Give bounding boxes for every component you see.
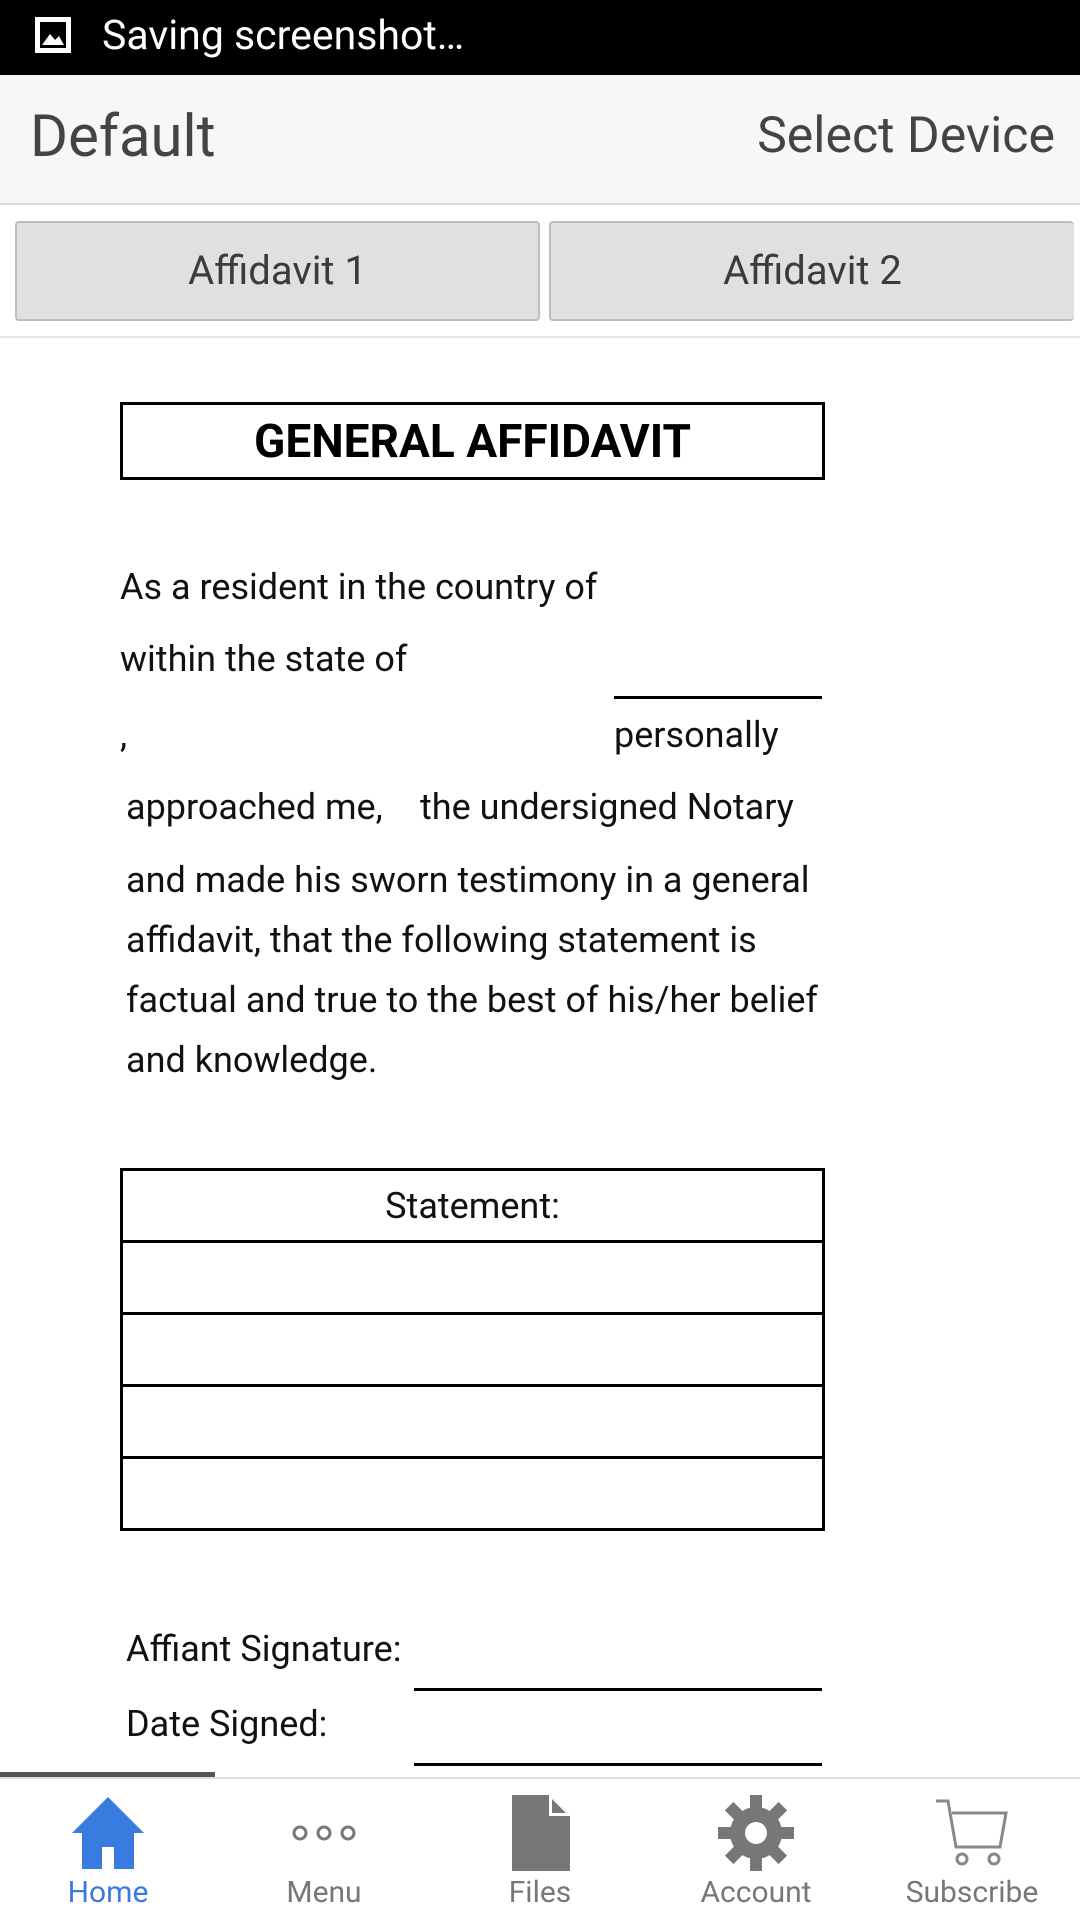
country-line: As a resident in the country of	[120, 566, 598, 608]
nav-home-label: Home	[67, 1875, 149, 1910]
state-blank-underline	[614, 696, 822, 699]
state-line: within the state of	[120, 638, 408, 680]
statement-row[interactable]	[122, 1386, 824, 1458]
statement-row[interactable]	[122, 1458, 824, 1530]
tab-affidavit-1[interactable]: Affidavit 1	[15, 221, 540, 321]
nav-files-label: Files	[508, 1875, 572, 1910]
home-icon	[66, 1791, 150, 1875]
app-title: Default	[30, 103, 216, 171]
nav-files[interactable]	[432, 1779, 648, 1922]
affiant-signature-label: Affiant Signature:	[126, 1628, 402, 1670]
nav-home[interactable]	[0, 1779, 216, 1922]
bottom-nav	[0, 1777, 1080, 1922]
date-signed-line[interactable]	[414, 1763, 822, 1766]
undersigned-notary-text: the undersigned Notary	[420, 786, 794, 828]
nav-subscribe[interactable]	[864, 1779, 1080, 1922]
approached-text: approached me,	[126, 786, 383, 828]
statement-row[interactable]	[122, 1242, 824, 1314]
nav-menu[interactable]	[216, 1779, 432, 1922]
gear-icon	[714, 1791, 798, 1875]
dots-icon	[282, 1791, 366, 1875]
status-bar	[0, 0, 1080, 75]
app-bar	[0, 75, 1080, 205]
file-icon	[498, 1791, 582, 1875]
nav-subscribe-label: Subscribe	[905, 1875, 1039, 1910]
comma-text: ,	[120, 714, 128, 756]
statement-table	[120, 1168, 825, 1531]
affidavit-document	[0, 338, 1080, 1776]
testimony-paragraph: and made his sworn testimony in a general affidavit, that the following statement is factual and true to the best of his/her belief and knowledge.	[126, 859, 818, 1081]
nav-menu-label: Menu	[286, 1875, 362, 1910]
document-title: GENERAL AFFIDAVIT	[120, 402, 825, 480]
personally-text: personally	[614, 714, 779, 756]
statement-header: Statement:	[122, 1170, 824, 1242]
image-icon	[33, 15, 73, 55]
statement-row[interactable]	[122, 1314, 824, 1386]
select-device-button[interactable]: Select Device	[757, 107, 1055, 165]
nav-account[interactable]	[648, 1779, 864, 1922]
cart-icon	[930, 1791, 1014, 1875]
notification-text: Saving screenshot…	[102, 12, 465, 60]
affiant-signature-line[interactable]	[414, 1688, 822, 1691]
nav-account-label: Account	[700, 1875, 812, 1910]
date-signed-label: Date Signed:	[126, 1703, 328, 1745]
affidavit-tabs	[0, 205, 1080, 338]
tab-affidavit-2[interactable]: Affidavit 2	[549, 221, 1074, 321]
